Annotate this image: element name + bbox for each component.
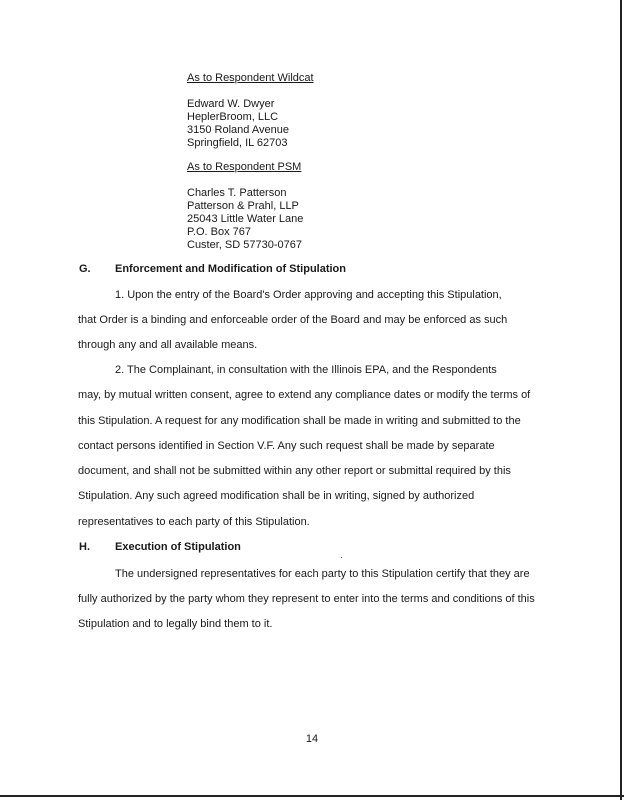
body-line: document, and shall not be submitted within any other report or submittal required by this [78, 465, 511, 477]
body-line: The undersigned representatives for each party to this Stipulation certify that they are [115, 568, 530, 580]
body-line: 1. Upon the entry of the Board's Order approving and accepting this Stipulation, [115, 289, 502, 301]
address-line: Charles T. Patterson [187, 187, 287, 199]
body-line: this Stipulation. A request for any modification shall be made in writing and submitted to the [78, 415, 521, 427]
section-heading-g [79, 263, 346, 275]
body-line: 2. The Complainant, in consultation with the Illinois EPA, and the Respondents [115, 364, 497, 376]
section-title: Enforcement and Modification of Stipulation [115, 263, 346, 275]
body-line: Stipulation. Any such agreed modification shall be in writing, signed by authorized [78, 490, 475, 502]
address-block-wildcat [187, 72, 314, 150]
body-line: contact persons identified in Section V.F. Any such request shall be made by separate [78, 440, 495, 452]
section-letter: H. [79, 541, 90, 553]
section-letter: G. [79, 263, 91, 275]
body-line: representatives to each party of this Stipulation. [78, 516, 310, 528]
address-line: P.O. Box 767 [187, 226, 252, 238]
body-line: that Order is a binding and enforceable order of the Board and may be enforced as such [78, 314, 508, 326]
address-line: Patterson & Prahl, LLP [187, 200, 299, 212]
address-header: As to Respondent PSM [187, 161, 302, 173]
address-block-psm [187, 161, 303, 252]
section-heading-h [79, 541, 241, 553]
address-line: 25043 Little Water Lane [187, 213, 304, 225]
speck-mark [341, 557, 342, 558]
body-line: through any and all available means. [78, 339, 258, 351]
body-line: may, by mutual written consent, agree to extend any compliance dates or modify the terms of [78, 389, 531, 401]
address-line: 3150 Roland Avenue [187, 124, 289, 136]
address-line: HeplerBroom, LLC [187, 111, 279, 123]
body-line: fully authorized by the party whom they represent to enter into the terms and conditions of this [78, 593, 535, 605]
section-title: Execution of Stipulation [115, 541, 241, 553]
address-header: As to Respondent Wildcat [187, 72, 314, 84]
body-line: Stipulation and to legally bind them to it. [78, 618, 273, 630]
page-number: 14 [305, 733, 319, 745]
address-line: Springfield, IL 62703 [187, 137, 288, 149]
address-line: Custer, SD 57730-0767 [187, 239, 302, 251]
address-line: Edward W. Dwyer [187, 98, 275, 110]
page-edge-bottom [0, 795, 624, 797]
page-edge-right [620, 0, 622, 800]
